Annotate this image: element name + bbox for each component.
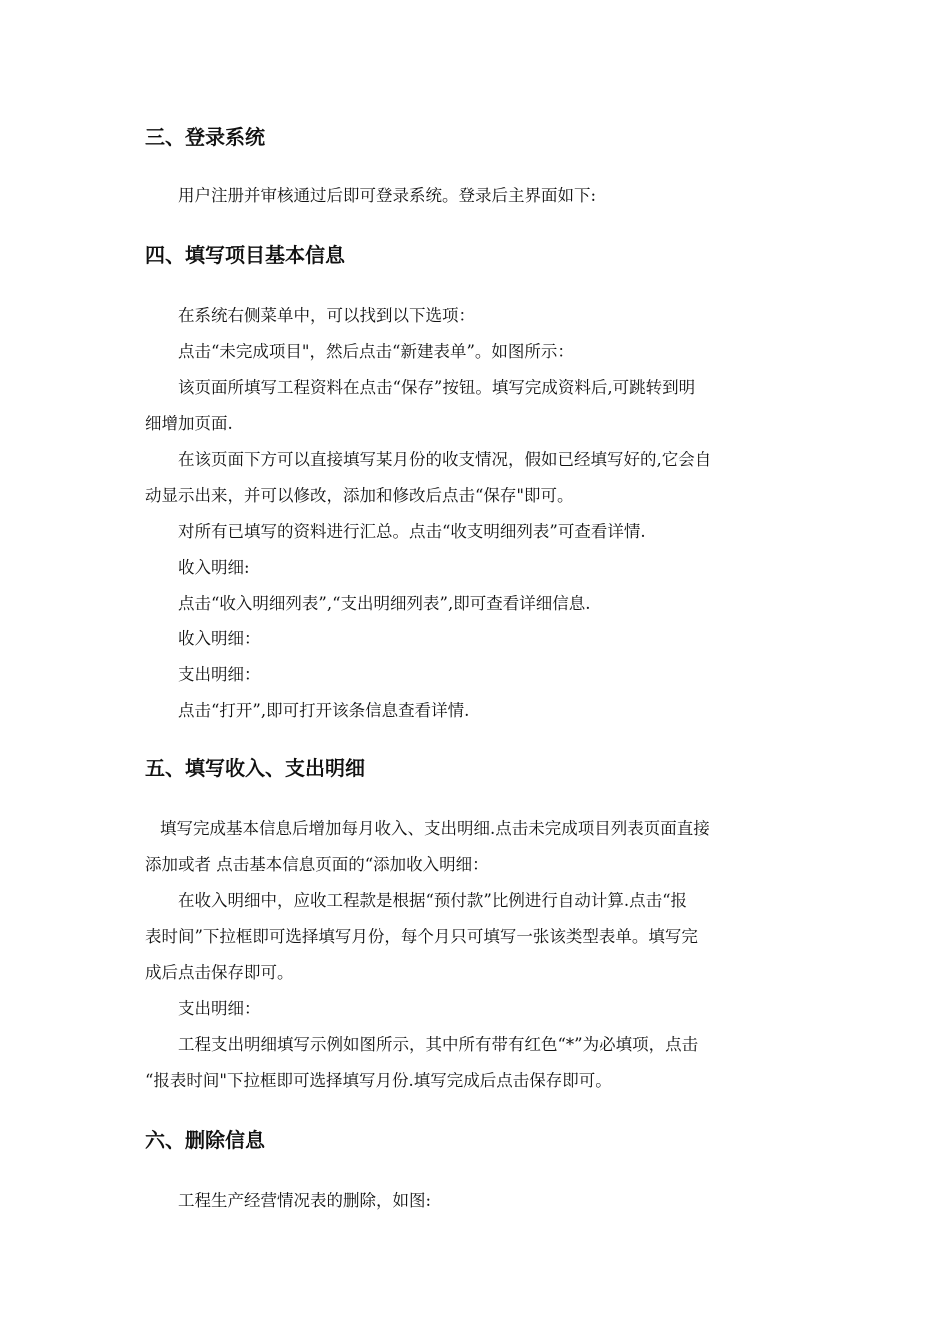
- paragraph: 在该页面下方可以直接填写某月份的收支情况，假如已经填写好的,它会自: [178, 450, 712, 469]
- paragraph: 表时间”下拉框即可选择填写月份，每个月只可填写一张该类型表单。填写完: [145, 927, 698, 946]
- paragraph: 工程生产经营情况表的删除，如图:: [178, 1191, 432, 1210]
- paragraph: 支出明细：: [178, 999, 261, 1018]
- paragraph: 添加或者 点击基本信息页面的“添加收入明细：: [145, 855, 489, 874]
- paragraph: 用户注册并审核通过后即可登录系统。登录后主界面如下:: [178, 186, 597, 205]
- paragraph: 在系统右侧菜单中，可以找到以下选项：: [178, 306, 475, 325]
- paragraph: “报表时间"下拉框即可选择填写月份.填写完成后点击保存即可。: [145, 1071, 612, 1090]
- section-heading-income-expense: 五、填写收入、支出明细: [145, 756, 365, 780]
- paragraph: 点击“收入明细列表”,“支出明细列表”,即可查看详细信息.: [178, 594, 591, 613]
- paragraph: 细增加页面.: [145, 414, 233, 433]
- paragraph: 在收入明细中，应收工程款是根据“预付款”比例进行自动计算.点击“报: [178, 891, 688, 910]
- paragraph: 该页面所填写工程资料在点击“保存”按钮。填写完成资料后,可跳转到明: [178, 378, 696, 397]
- paragraph: 收入明细:: [178, 558, 250, 577]
- paragraph: 填写完成基本信息后增加每月收入、支出明细.点击未完成项目列表页面直接: [160, 819, 710, 838]
- paragraph: 工程支出明细填写示例如图所示，其中所有带有红色“*”为必填项，点击: [178, 1035, 699, 1054]
- section-heading-delete: 六、删除信息: [145, 1128, 265, 1152]
- paragraph: 成后点击保存即可。: [145, 963, 294, 982]
- paragraph: 点击“打开”,即可打开该条信息查看详情.: [178, 701, 470, 720]
- section-heading-login: 三、登录系统: [145, 125, 265, 149]
- paragraph: 收入明细：: [178, 629, 261, 648]
- paragraph: 对所有已填写的资料进行汇总。点击“收支明细列表”可查看详情.: [178, 522, 646, 541]
- paragraph: 动显示出来，并可以修改，添加和修改后点击“保存"即可。: [145, 486, 574, 505]
- paragraph: 点击“未完成项目"，然后点击“新建表单”。如图所示：: [178, 342, 574, 361]
- paragraph: 支出明细：: [178, 665, 261, 684]
- section-heading-basic-info: 四、填写项目基本信息: [145, 243, 345, 267]
